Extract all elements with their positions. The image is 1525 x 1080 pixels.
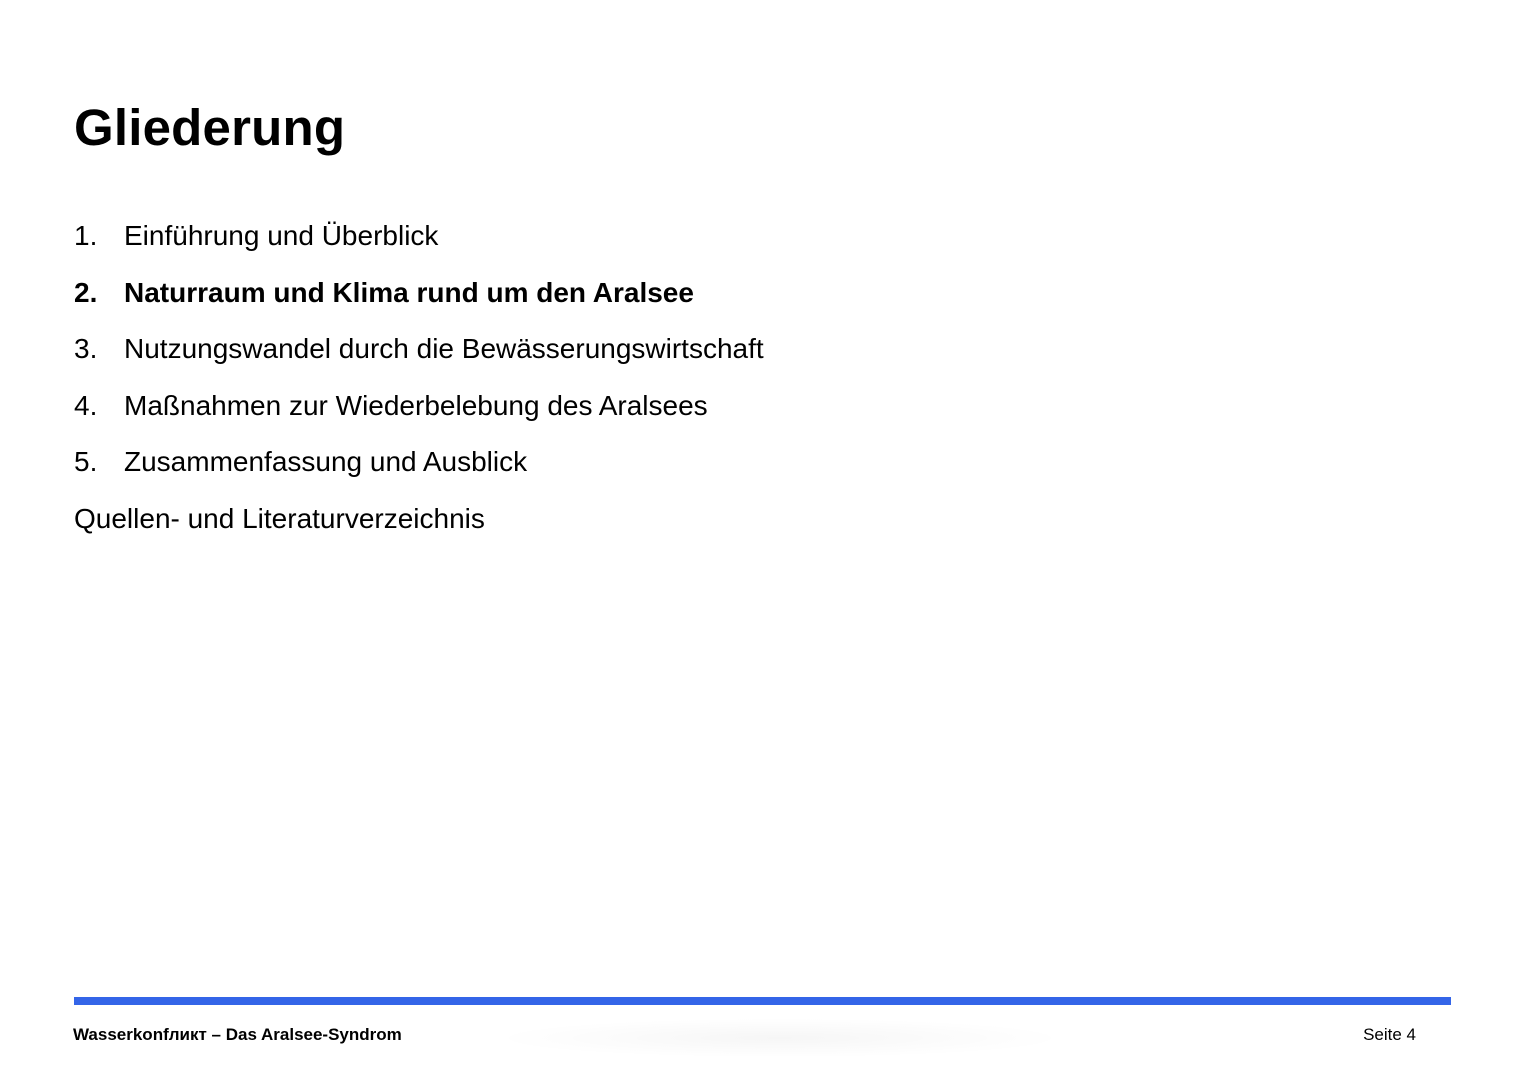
toc-number: 3.: [74, 333, 98, 364]
toc-appendix-label: Quellen- und Literaturverzeichnis: [74, 502, 485, 534]
toc-item-2-active: [74, 267, 764, 324]
page-title: Gliederung: [74, 99, 346, 156]
toc-item-4: [74, 380, 764, 437]
toc-item-3: [74, 323, 764, 380]
toc-item-1: [74, 210, 764, 267]
toc-label: Nutzungswandel durch die Bewässerungswirtschaft: [124, 333, 764, 364]
toc-label: Zusammenfassung und Ausblick: [124, 446, 528, 477]
footer-divider: [74, 997, 1451, 1005]
toc-number: 2.: [74, 276, 98, 308]
table-of-contents: [74, 210, 764, 549]
toc-number: 4.: [74, 389, 98, 421]
footer-page-number: Seite 4: [1363, 1025, 1416, 1044]
toc-item-5: [74, 436, 764, 493]
toc-label: Einführung und Überblick: [124, 220, 439, 251]
toc-label: Naturraum und Klima rund um den Aralsee: [124, 276, 694, 308]
toc-appendix: [74, 493, 764, 550]
footer-document-title: Wasserkonfликт – Das Aralsee-Syndrom: [73, 1025, 402, 1044]
footer-shadow: [490, 1018, 1070, 1058]
toc-number: 1.: [74, 220, 98, 251]
toc-label: Maßnahmen zur Wiederbelebung des Aralsees: [124, 389, 708, 421]
toc-number: 5.: [74, 446, 98, 477]
